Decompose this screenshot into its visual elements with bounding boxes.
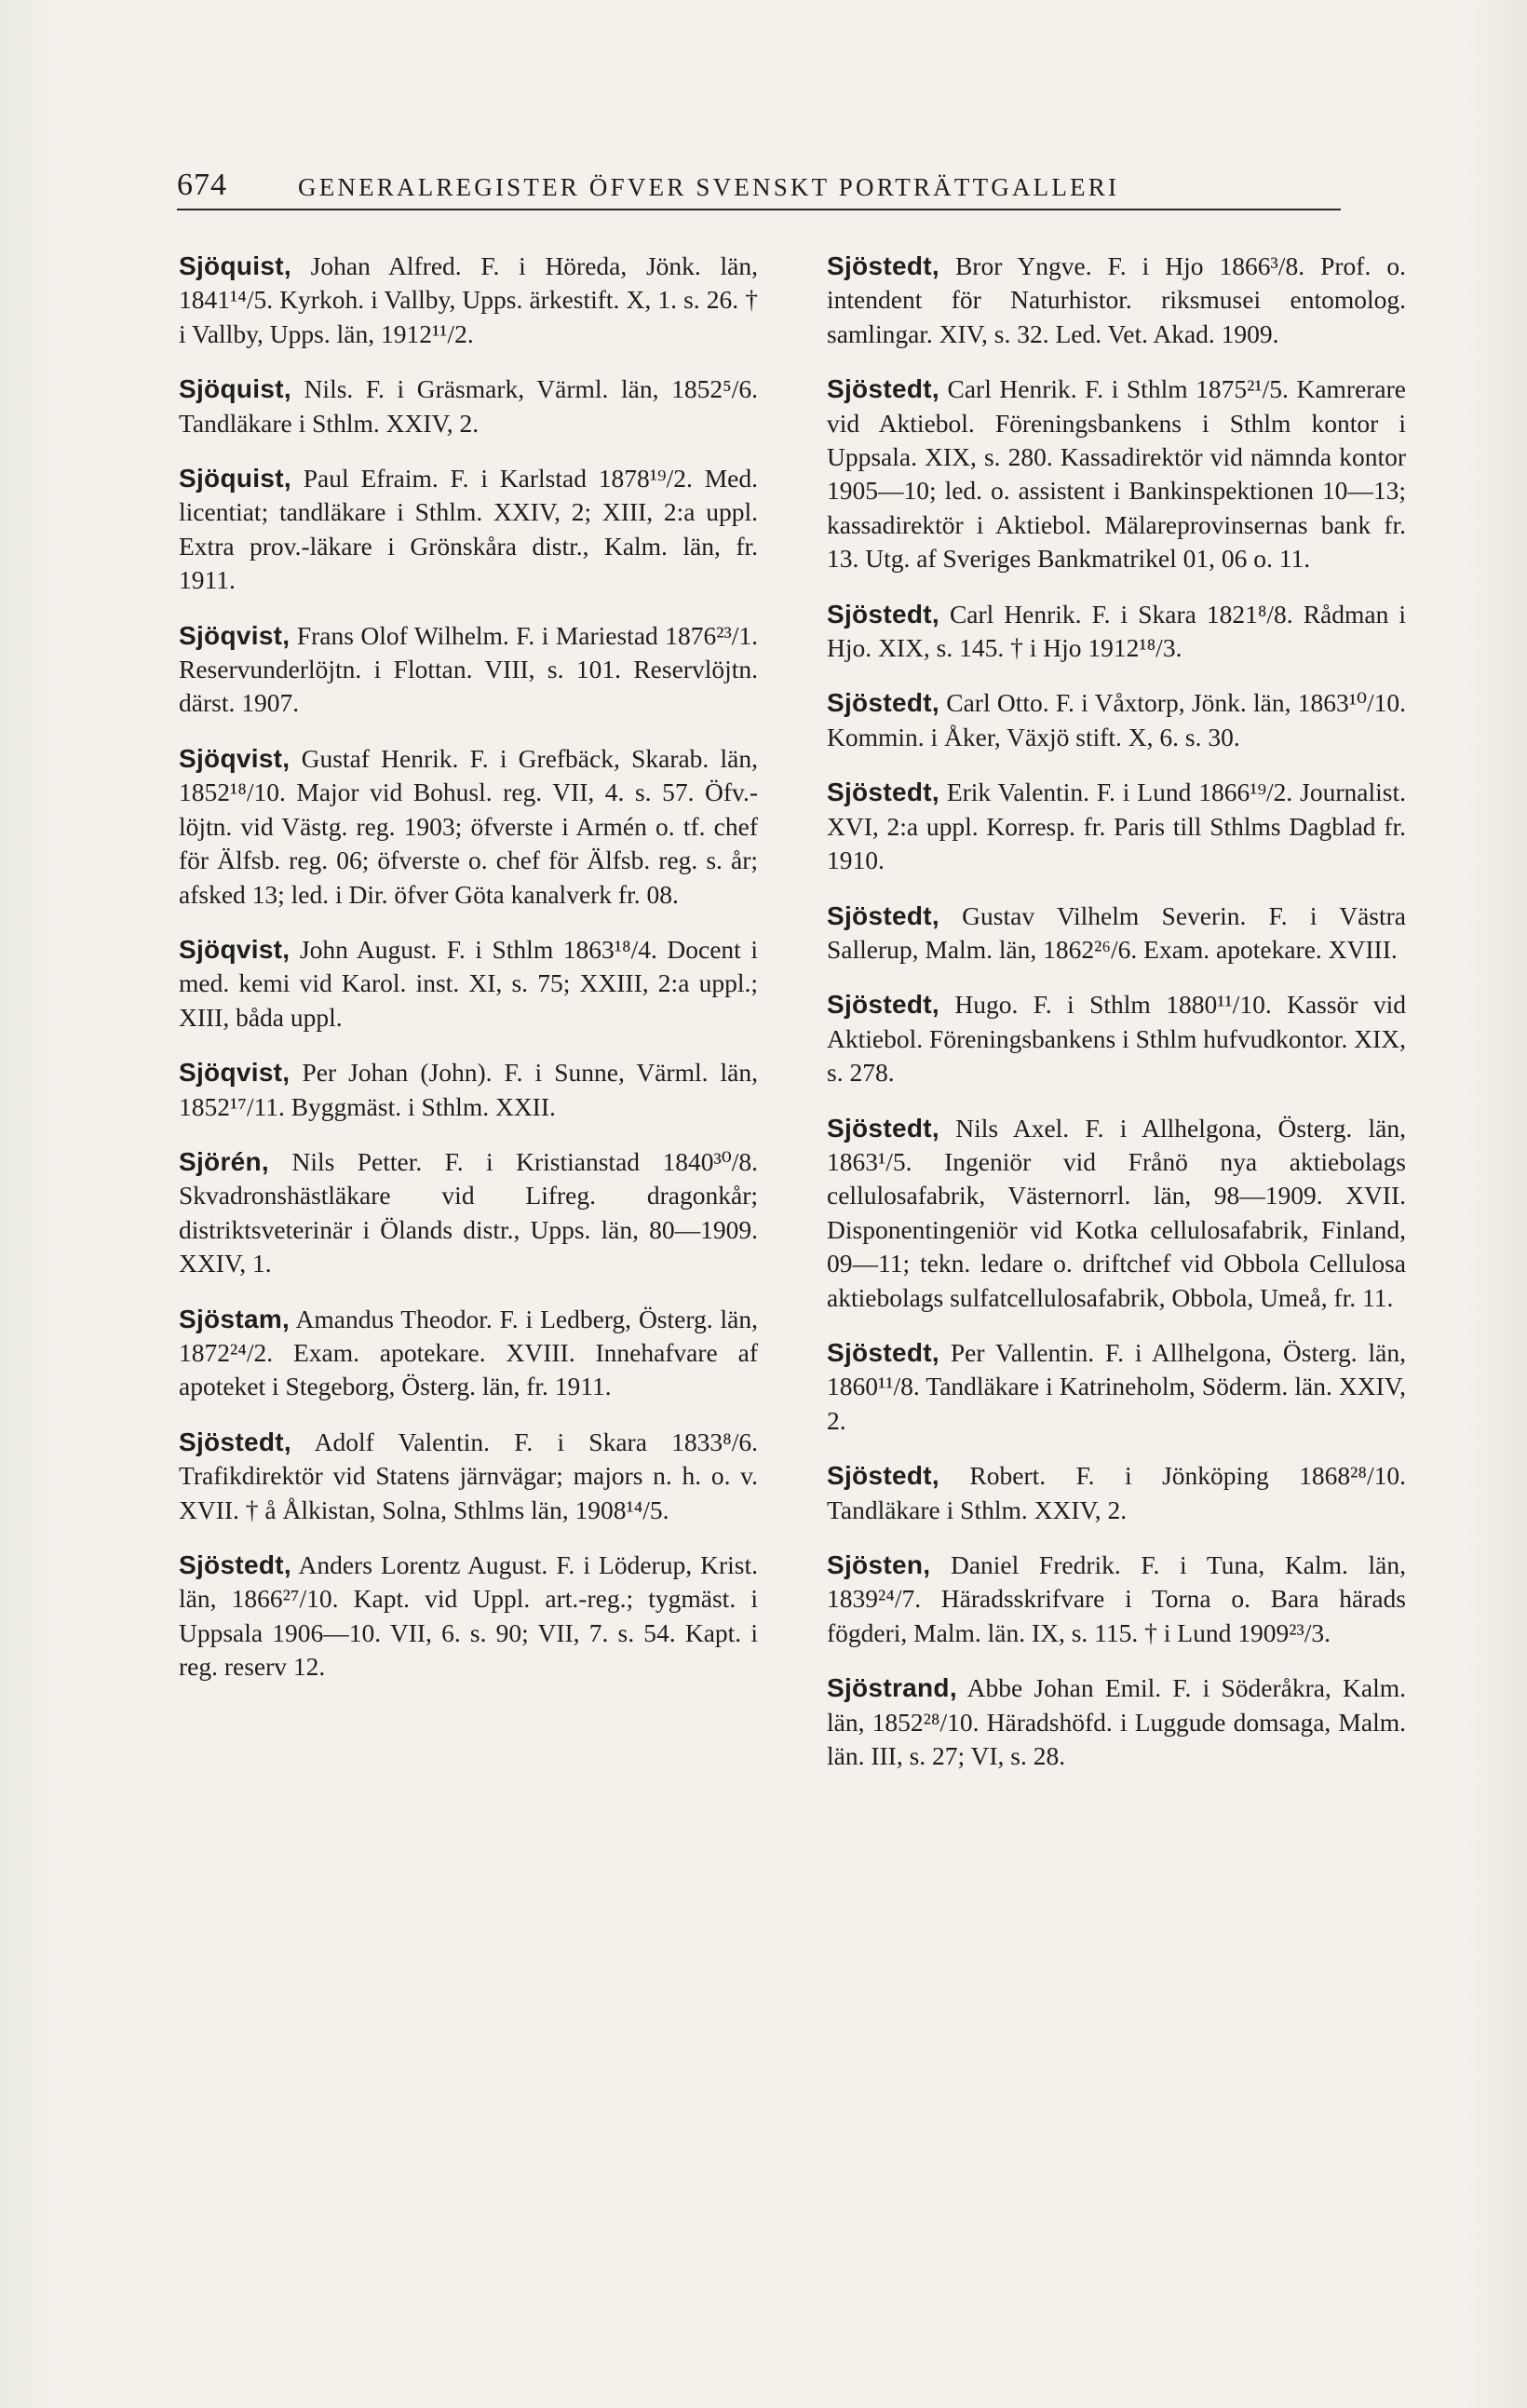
register-entry	[827, 1549, 1406, 1650]
entry-text: Per Vallentin. F. i Allhelgona, Österg. län, 1860¹¹/8. Tandläkare i Katrineholm, Söderm. län. XXIV, 2.	[827, 1337, 1406, 1435]
entry-text: Frans Olof Wilhelm. F. i Mariestad 1876²³/1. Reservunderlöjtn. i Flottan. VIII, s. 101. Reservlöjtn. därst. 1907.	[179, 620, 758, 718]
entry-surname: Sjöstedt,	[827, 1113, 939, 1143]
register-entry	[827, 250, 1406, 351]
entry-text: Bror Yngve. F. i Hjo 1866³/8. Prof. o. intendent för Naturhistor. riksmusei entomolog. samlingar. XIV, s. 32. Led. Vet. Akad. 1909.	[827, 251, 1406, 348]
entry-text: Anders Lorentz August. F. i Löderup, Krist. län, 1866²⁷/10. Kapt. vid Uppl. art.-reg.; tygmäst. i Uppsala 1906—10. VII, 6. s. 90; VII, 7. s. 54. Kapt. i reg. reserv 12.	[179, 1550, 758, 1682]
entry-surname: Sjöstedt,	[827, 778, 939, 807]
register-entry	[827, 776, 1406, 877]
register-entry	[179, 462, 758, 598]
entry-text: Carl Otto. F. i Våxtorp, Jönk. län, 1863¹⁰/10. Kommin. i Åker, Växjö stift. X, 6. s. 30.	[827, 688, 1407, 751]
entry-surname: Sjöstam,	[179, 1304, 291, 1333]
register-entry	[827, 1671, 1406, 1773]
page-header	[177, 164, 1341, 210]
register-entry	[827, 900, 1406, 967]
register-entry	[179, 1056, 758, 1124]
register-entry	[827, 686, 1406, 754]
entry-surname: Sjöstedt,	[179, 1427, 291, 1456]
register-entry	[179, 372, 758, 440]
register-entry	[179, 742, 758, 912]
entry-text: Amandus Theodor. F. i Ledberg, Österg. län, 1872²⁴/2. Exam. apotekare. XVIII. Innehafvare af apoteket i Stegeborg, Österg. län, fr. 1911.	[179, 1304, 758, 1401]
register-entry	[827, 372, 1406, 575]
entry-text: Hugo. F. i Sthlm 1880¹¹/10. Kassör vid Aktiebol. Föreningsbankens i Sthlm hufvudkontor. XIX, s. 278.	[827, 990, 1406, 1088]
entry-text: Gustav Vilhelm Severin. F. i Västra Sallerup, Malm. län, 1862²⁶/6. Exam. apotekare. XVIII.	[827, 900, 1406, 964]
entry-text: Carl Henrik. F. i Sthlm 1875²¹/5. Kamrerare vid Aktiebol. Föreningsbankens i Sthlm kontor i Uppsala. XIX, s. 280. Kassadirektör vid nämnda kontor 1905—10; led. o. assistent i Bankinspektionen 10—13; kassadirektör i Aktiebol. Mälareprovinsernas bank fr. 13. Utg. af Sveriges Bankmatrikel 01, 06 o. 11.	[827, 374, 1407, 574]
entry-text: Nils. F. i Gräsmark, Värml. län, 1852⁵/6. Tandläkare i Sthlm. XXIV, 2.	[179, 374, 758, 438]
entry-text: Per Johan (John). F. i Sunne, Värml. län, 1852¹⁷/11. Byggmäst. i Sthlm. XXII.	[179, 1058, 759, 1121]
entry-surname: Sjöstedt,	[827, 374, 939, 404]
register-entry	[827, 1336, 1406, 1438]
entry-text: Adolf Valentin. F. i Skara 1833⁸/6. Trafikdirektör vid Statens järnvägar; majors n. h. o. v. XVII. † å Ålkistan, Solna, Sthlms län, 1908¹⁴/5.	[179, 1427, 758, 1524]
page-number: 674	[177, 168, 227, 202]
register-entry	[179, 1145, 758, 1281]
entry-surname: Sjöqvist,	[179, 934, 291, 964]
entry-text: Johan Alfred. F. i Höreda, Jönk. län, 1841¹⁴/5. Kyrkoh. i Vallby, Upps. ärkestift. X, 1. s. 26. † i Vallby, Upps. län, 1912¹¹/2.	[179, 251, 759, 348]
register-entry	[827, 1459, 1406, 1527]
register-entry	[179, 1426, 758, 1527]
register-entry	[179, 250, 758, 351]
entry-text: Gustaf Henrik. F. i Grefbäck, Skarab. län, 1852¹⁸/10. Major vid Bohusl. reg. VII, 4. s. 57. Öfv.-löjtn. vid Västg. reg. 1903; öfverste i Armén o. tf. chef för Älfsb. reg. 06; öfverste o. chef för Älfsb. reg. s. år; afsked 13; led. i Dir. öfver Göta kanalverk fr. 08.	[179, 743, 759, 909]
entry-surname: Sjöstedt,	[827, 1461, 939, 1491]
running-title: GENERALREGISTER ÖFVER SVENSKT PORTRÄTTGALLERI	[298, 173, 1120, 201]
register-entry	[179, 619, 758, 721]
entry-surname: Sjöstedt,	[827, 688, 939, 718]
entry-text: Robert. F. i Jönköping 1868²⁸/10. Tandläkare i Sthlm. XXIV, 2.	[827, 1461, 1406, 1524]
entry-text: Carl Henrik. F. i Skara 1821⁸/8. Rådman i Hjo. XIX, s. 145. † i Hjo 1912¹⁸/3.	[827, 599, 1406, 663]
entry-surname: Sjöquist,	[179, 374, 291, 404]
entry-text: John August. F. i Sthlm 1863¹⁸/4. Docent i med. kemi vid Karol. inst. XI, s. 75; XXIII, 2:a uppl.; XIII, båda uppl.	[179, 934, 758, 1032]
entry-surname: Sjöstedt,	[827, 990, 939, 1020]
entry-surname: Sjöstedt,	[827, 251, 939, 280]
entry-surname: Sjöstedt,	[827, 900, 939, 930]
entry-surname: Sjöquist,	[179, 464, 291, 494]
right-column	[827, 250, 1406, 1794]
entry-text: Erik Valentin. F. i Lund 1866¹⁹/2. Journalist. XVI, 2:a uppl. Korresp. fr. Paris till Sthlms Dagblad fr. 1910.	[827, 778, 1406, 875]
entry-surname: Sjörén,	[179, 1146, 270, 1176]
register-entry	[179, 933, 758, 1035]
entry-text: Nils Axel. F. i Allhelgona, Österg. län, 1863¹/5. Ingeniör vid Frånö nya aktiebolags cellulosafabrik, Västernorrl. län, 98—1909. XVII. Disponentingeniör vid Kotka cellulosafabrik, Finland, 09—11; tekn. ledare o. driftchef vid Obbola Cellulosa aktiebolags sulfatcellulosafabrik, Obbola, Umeå, fr. 11.	[827, 1113, 1406, 1312]
entry-surname: Sjöquist,	[179, 251, 291, 280]
register-entry	[827, 988, 1406, 1089]
register-entry	[827, 1112, 1406, 1315]
entry-surname: Sjöstedt,	[827, 599, 939, 629]
entry-text: Paul Efraim. F. i Karlstad 1878¹⁹/2. Med. licentiat; tandläkare i Sthlm. XXIV, 2; XIII, 2:a uppl. Extra prov.-läkare i Grönskåra distr., Kalm. län, fr. 1911.	[179, 464, 759, 595]
entry-surname: Sjöstedt,	[179, 1550, 291, 1579]
left-column	[179, 250, 758, 1706]
entry-surname: Sjöqvist,	[179, 620, 291, 650]
entry-surname: Sjöstrand,	[827, 1673, 957, 1703]
register-entry	[827, 598, 1406, 666]
entry-surname: Sjöqvist,	[179, 1058, 291, 1088]
register-entry	[179, 1549, 758, 1684]
entry-text: Abbe Johan Emil. F. i Söderåkra, Kalm. län, 1852²⁸/10. Häradshöfd. i Luggude domsaga, Malm. län. III, s. 27; VI, s. 28.	[827, 1673, 1407, 1771]
register-entry	[179, 1303, 758, 1404]
entry-surname: Sjösten,	[827, 1550, 931, 1579]
entry-surname: Sjöstedt,	[827, 1337, 939, 1367]
entry-text: Daniel Fredrik. F. i Tuna, Kalm. län, 1839²⁴/7. Häradsskrifvare i Torna o. Bara härads fögderi, Malm. län. IX, s. 115. † i Lund 1909²³/3.	[827, 1550, 1406, 1647]
entry-text: Nils Petter. F. i Kristianstad 1840³⁰/8. Skvadronshästläkare vid Lifreg. dragonkår; distriktsveterinär i Ölands distr., Upps. län, 80—1909. XXIV, 1.	[179, 1146, 758, 1278]
entry-surname: Sjöqvist,	[179, 743, 291, 773]
